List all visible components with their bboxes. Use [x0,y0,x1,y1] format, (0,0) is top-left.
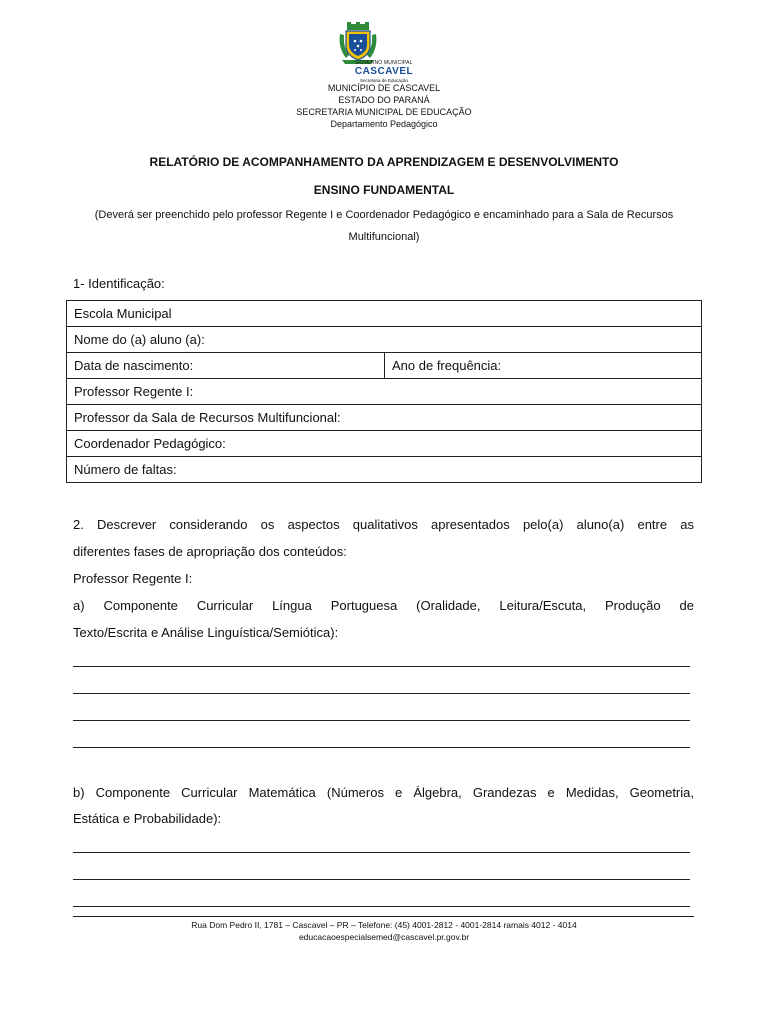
table-row [67,379,702,405]
footer-address: Rua Dom Pedro II, 1781 – Cascavel – PR – Telefone: (45) 4001-2812 - 4001-2814 ramais 4012 - 4014 [191,920,577,930]
answer-line-a1[interactable] [73,666,690,667]
table-row [67,353,702,379]
absences-field[interactable]: Número de faltas: [67,457,702,483]
answer-line-a2[interactable] [73,693,690,694]
answer-line-b1[interactable] [73,852,690,853]
header-department: Departamento Pedagógico [330,119,438,129]
logo-caption-bottom: Secretaria de Educação [359,78,409,83]
item-a-line2: Texto/Escrita e Análise Linguística/Semiótica): [73,625,339,640]
table-row [67,405,702,431]
header-secretariat: SECRETARIA MUNICIPAL DE EDUCAÇÃO [296,107,472,117]
item-b-line1: b) Componente Curricular Matemática (Números e Álgebra, Grandezas e Medidas, Geometria, [73,785,694,800]
footer-divider [73,916,694,917]
section2-intro-line2: diferentes fases de apropriação dos conteúdos: [73,544,347,559]
header-state: ESTADO DO PARANÁ [338,95,430,105]
section2-teacher-label: Professor Regente I: [73,571,193,586]
resource-room-teacher-field[interactable]: Professor da Sala de Recursos Multifuncional: [67,405,702,431]
table-row [67,457,702,483]
document-title: RELATÓRIO DE ACOMPANHAMENTO DA APRENDIZAGEM E DESENVOLVIMENTO [149,155,619,169]
birth-date-field[interactable]: Data de nascimento: [67,353,385,379]
identification-table [66,300,702,483]
student-name-field[interactable]: Nome do (a) aluno (a): [67,327,702,353]
school-field[interactable]: Escola Municipal [67,301,702,327]
footer-email: educacaoespecialsemed@cascavel.pr.gov.br [298,932,470,942]
section2-intro-line1: 2. Descrever considerando os aspectos qualitativos apresentados pelo(a) aluno(a) entre as [73,517,694,532]
table-row [67,431,702,457]
answer-line-a4[interactable] [73,747,690,748]
item-a-line1: a) Componente Curricular Língua Portuguesa (Oralidade, Leitura/Escuta, Produção de [73,598,694,613]
regent-teacher-field[interactable]: Professor Regente I: [67,379,702,405]
identification-heading: 1- Identificação: [73,276,165,291]
logo-caption-top: GOVERNO MUNICIPAL [355,60,413,66]
answer-line-b2[interactable] [73,879,690,880]
item-b-line2: Estática e Probabilidade): [73,811,222,826]
document-note-line2: Multifuncional) [348,231,420,243]
document-subtitle: ENSINO FUNDAMENTAL [313,183,455,197]
attendance-year-field[interactable]: Ano de frequência: [385,353,702,379]
answer-line-b3[interactable] [73,906,690,907]
coordinator-field[interactable]: Coordenador Pedagógico: [67,431,702,457]
header-municipality: MUNICÍPIO DE CASCAVEL [327,83,441,93]
logo-wordmark: CASCAVEL [354,66,414,77]
table-row [67,327,702,353]
document-note-line1: (Deverá ser preenchido pelo professor Regente I e Coordenador Pedagógico e encaminhado para a Sala de Recursos [94,209,674,221]
answer-line-a3[interactable] [73,720,690,721]
table-row [67,301,702,327]
